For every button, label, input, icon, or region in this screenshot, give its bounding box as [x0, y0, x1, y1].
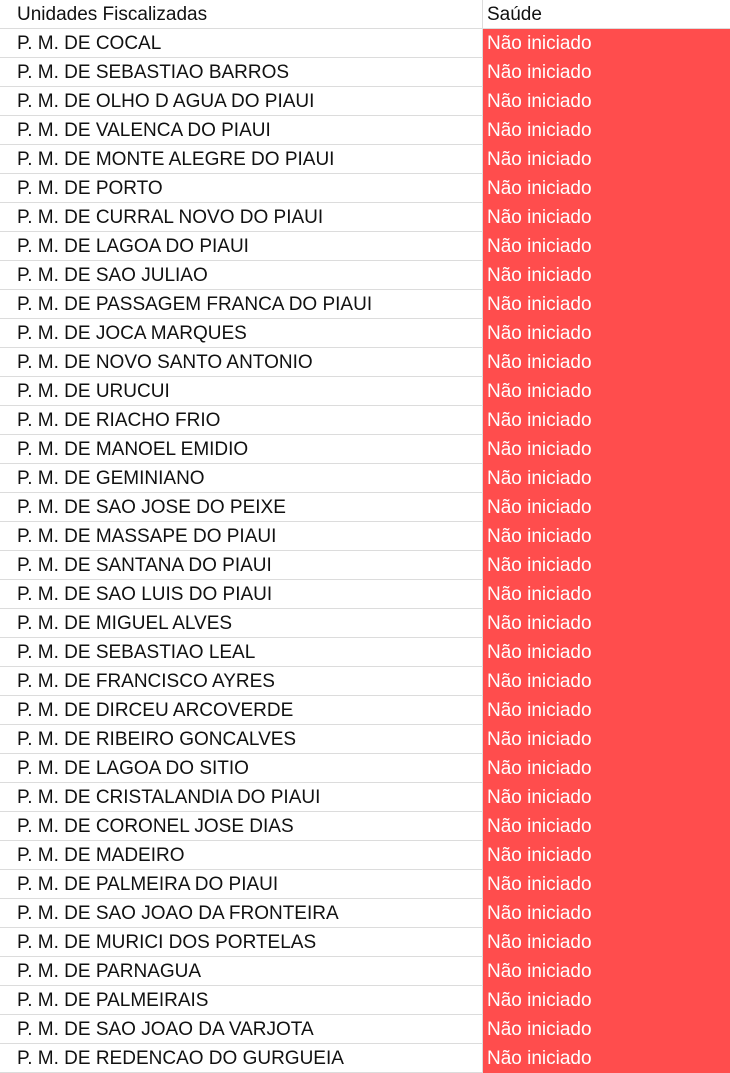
status-cell[interactable]: Não iniciado — [483, 145, 730, 174]
table-row — [0, 783, 730, 812]
table-row — [0, 841, 730, 870]
table-row — [0, 696, 730, 725]
table-row — [0, 638, 730, 667]
status-cell[interactable]: Não iniciado — [483, 812, 730, 841]
unit-name-cell[interactable]: P. M. DE CORONEL JOSE DIAS — [0, 812, 483, 841]
unit-name-cell[interactable]: P. M. DE OLHO D AGUA DO PIAUI — [0, 87, 483, 116]
unit-name-cell[interactable]: P. M. DE CRISTALANDIA DO PIAUI — [0, 783, 483, 812]
table-row — [0, 493, 730, 522]
status-cell[interactable]: Não iniciado — [483, 348, 730, 377]
unit-name-cell[interactable]: P. M. DE MASSAPE DO PIAUI — [0, 522, 483, 551]
status-cell[interactable]: Não iniciado — [483, 290, 730, 319]
unit-name-cell[interactable]: P. M. DE PASSAGEM FRANCA DO PIAUI — [0, 290, 483, 319]
unit-name-cell[interactable]: P. M. DE PALMEIRAIS — [0, 986, 483, 1015]
status-cell[interactable]: Não iniciado — [483, 29, 730, 58]
status-cell[interactable]: Não iniciado — [483, 1015, 730, 1044]
unit-name-cell[interactable]: P. M. DE JOCA MARQUES — [0, 319, 483, 348]
table-row — [0, 58, 730, 87]
status-cell[interactable]: Não iniciado — [483, 319, 730, 348]
table-row — [0, 87, 730, 116]
unit-name-cell[interactable]: P. M. DE MADEIRO — [0, 841, 483, 870]
status-cell[interactable]: Não iniciado — [483, 1044, 730, 1073]
header-cell-saude[interactable]: Saúde — [483, 0, 730, 29]
table-row — [0, 609, 730, 638]
status-cell[interactable]: Não iniciado — [483, 116, 730, 145]
table-row — [0, 290, 730, 319]
unit-name-cell[interactable]: P. M. DE CURRAL NOVO DO PIAUI — [0, 203, 483, 232]
status-cell[interactable]: Não iniciado — [483, 580, 730, 609]
unit-name-cell[interactable]: P. M. DE SAO LUIS DO PIAUI — [0, 580, 483, 609]
unit-name-cell[interactable]: P. M. DE PORTO — [0, 174, 483, 203]
table-row — [0, 551, 730, 580]
status-cell[interactable]: Não iniciado — [483, 87, 730, 116]
unit-name-cell[interactable]: P. M. DE MURICI DOS PORTELAS — [0, 928, 483, 957]
unit-name-cell[interactable]: P. M. DE SAO JOAO DA FRONTEIRA — [0, 899, 483, 928]
status-cell[interactable]: Não iniciado — [483, 986, 730, 1015]
status-cell[interactable]: Não iniciado — [483, 725, 730, 754]
unit-name-cell[interactable]: P. M. DE COCAL — [0, 29, 483, 58]
status-cell[interactable]: Não iniciado — [483, 638, 730, 667]
table-row — [0, 377, 730, 406]
header-cell-unidades-fiscalizadas[interactable]: Unidades Fiscalizadas — [0, 0, 483, 29]
table-row — [0, 870, 730, 899]
status-cell[interactable]: Não iniciado — [483, 377, 730, 406]
status-cell[interactable]: Não iniciado — [483, 609, 730, 638]
status-cell[interactable]: Não iniciado — [483, 522, 730, 551]
unit-name-cell[interactable]: P. M. DE REDENCAO DO GURGUEIA — [0, 1044, 483, 1073]
table-row — [0, 406, 730, 435]
status-cell[interactable]: Não iniciado — [483, 174, 730, 203]
unit-name-cell[interactable]: P. M. DE MIGUEL ALVES — [0, 609, 483, 638]
table-row — [0, 1015, 730, 1044]
unit-name-cell[interactable]: P. M. DE PALMEIRA DO PIAUI — [0, 870, 483, 899]
table-row — [0, 145, 730, 174]
table-row — [0, 667, 730, 696]
table-row — [0, 174, 730, 203]
status-cell[interactable]: Não iniciado — [483, 232, 730, 261]
table-row — [0, 203, 730, 232]
unit-name-cell[interactable]: P. M. DE SAO JULIAO — [0, 261, 483, 290]
unit-name-cell[interactable]: P. M. DE DIRCEU ARCOVERDE — [0, 696, 483, 725]
unit-name-cell[interactable]: P. M. DE RIACHO FRIO — [0, 406, 483, 435]
table-row — [0, 116, 730, 145]
status-cell[interactable]: Não iniciado — [483, 899, 730, 928]
unit-name-cell[interactable]: P. M. DE GEMINIANO — [0, 464, 483, 493]
status-cell[interactable]: Não iniciado — [483, 203, 730, 232]
status-cell[interactable]: Não iniciado — [483, 870, 730, 899]
unit-name-cell[interactable]: P. M. DE NOVO SANTO ANTONIO — [0, 348, 483, 377]
status-cell[interactable]: Não iniciado — [483, 696, 730, 725]
unit-name-cell[interactable]: P. M. DE SEBASTIAO LEAL — [0, 638, 483, 667]
table-row — [0, 580, 730, 609]
header-row — [0, 0, 730, 29]
status-cell[interactable]: Não iniciado — [483, 667, 730, 696]
table-row — [0, 522, 730, 551]
status-cell[interactable]: Não iniciado — [483, 406, 730, 435]
unit-name-cell[interactable]: P. M. DE SEBASTIAO BARROS — [0, 58, 483, 87]
table-row — [0, 957, 730, 986]
table-row — [0, 812, 730, 841]
table-row — [0, 348, 730, 377]
status-cell[interactable]: Não iniciado — [483, 957, 730, 986]
table-row — [0, 725, 730, 754]
unit-name-cell[interactable]: P. M. DE LAGOA DO PIAUI — [0, 232, 483, 261]
status-cell[interactable]: Não iniciado — [483, 261, 730, 290]
table-row — [0, 319, 730, 348]
unit-name-cell[interactable]: P. M. DE MANOEL EMIDIO — [0, 435, 483, 464]
status-cell[interactable]: Não iniciado — [483, 493, 730, 522]
unit-name-cell[interactable]: P. M. DE LAGOA DO SITIO — [0, 754, 483, 783]
status-cell[interactable]: Não iniciado — [483, 841, 730, 870]
table-row — [0, 464, 730, 493]
status-cell[interactable]: Não iniciado — [483, 551, 730, 580]
unit-name-cell[interactable]: P. M. DE SAO JOSE DO PEIXE — [0, 493, 483, 522]
status-cell[interactable]: Não iniciado — [483, 928, 730, 957]
unit-name-cell[interactable]: P. M. DE URUCUI — [0, 377, 483, 406]
unit-name-cell[interactable]: P. M. DE RIBEIRO GONCALVES — [0, 725, 483, 754]
status-cell[interactable]: Não iniciado — [483, 464, 730, 493]
table-row — [0, 261, 730, 290]
unit-name-cell[interactable]: P. M. DE MONTE ALEGRE DO PIAUI — [0, 145, 483, 174]
table-row — [0, 928, 730, 957]
table-row — [0, 29, 730, 58]
status-cell[interactable]: Não iniciado — [483, 754, 730, 783]
status-cell[interactable]: Não iniciado — [483, 783, 730, 812]
table-body — [0, 29, 730, 1073]
table-row — [0, 986, 730, 1015]
table-row — [0, 899, 730, 928]
unit-name-cell[interactable]: P. M. DE SANTANA DO PIAUI — [0, 551, 483, 580]
table-row — [0, 1044, 730, 1073]
unit-name-cell[interactable]: P. M. DE VALENCA DO PIAUI — [0, 116, 483, 145]
status-cell[interactable]: Não iniciado — [483, 435, 730, 464]
unit-name-cell[interactable]: P. M. DE SAO JOAO DA VARJOTA — [0, 1015, 483, 1044]
table-row — [0, 435, 730, 464]
table-row — [0, 754, 730, 783]
unit-name-cell[interactable]: P. M. DE FRANCISCO AYRES — [0, 667, 483, 696]
table-row — [0, 232, 730, 261]
unit-name-cell[interactable]: P. M. DE PARNAGUA — [0, 957, 483, 986]
status-cell[interactable]: Não iniciado — [483, 58, 730, 87]
